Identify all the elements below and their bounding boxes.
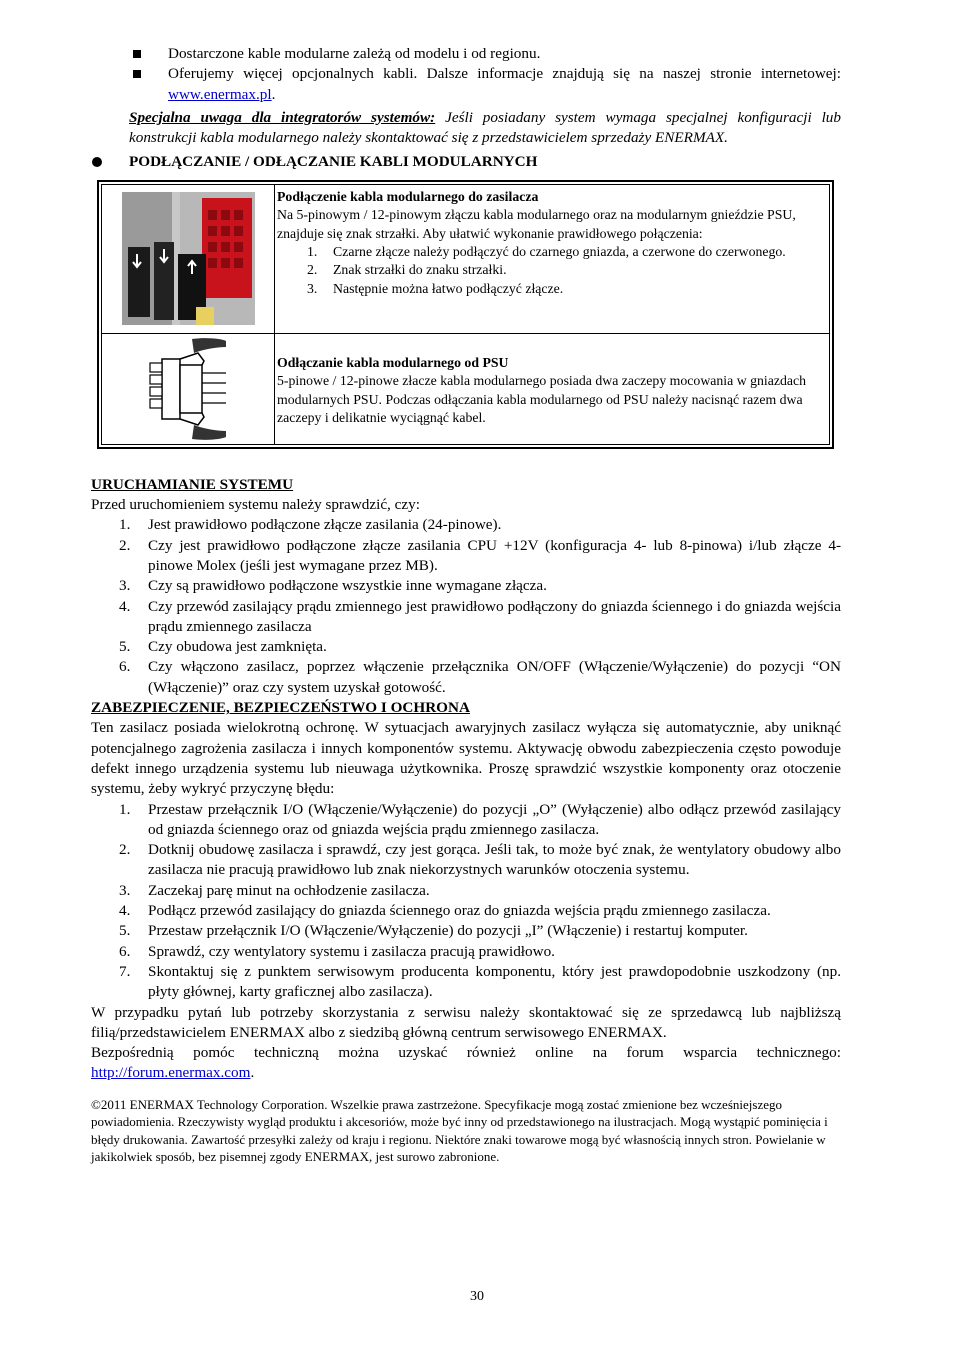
support-suffix: . (250, 1064, 255, 1082)
disconnect-text: 5-pinowe / 12-pinowe złacze kabla modularnego posiada dwa zaczepy mocowania w gniazdach modularnych PSU. Podczas odłączania kabla modularnego od PSU należy nacisnąć razem dwa zaczepy i delikatnie wyciągnąć kabel. (277, 373, 807, 425)
intro-bullet (91, 64, 841, 105)
integrator-note (129, 108, 841, 149)
list-item: 4. Czy przewód zasilający prądu zmiennego jest prawidłowo podłączony do gniazda ściennego i do gniazda wejścia prądu zmiennego zasilacza (119, 597, 841, 635)
list-item: 2. Znak strzałki do znaku strzałki. (307, 262, 507, 278)
list-item: 1. Przestaw przełącznik I/O (Włączenie/Wyłączenie) do pozycji „O” (Wyłączenie) albo odłącz przewód zasilający od gniazda ściennego oraz od gniazda wejścia prądu zmiennego zasilacza. (119, 800, 841, 838)
connect-heading-text: PODŁĄCZANIE / ODŁĄCZANIE KABLI MODULARNYCH (129, 153, 538, 171)
list-item: 7. Skontaktuj się z punktem serwisowym producenta komponentu, który jest prawdopodobnie uszkodzony (np. płyty głównej, karty graficznej albo zasilacza). (119, 962, 841, 1001)
intro-bullet-list (91, 44, 841, 105)
startup-checklist (91, 515, 841, 698)
list-item: 3. Czy są prawidłowo podłączone wszystkie inne wymagane złącza. (119, 577, 547, 595)
support-text: Bezpośrednią pomóc techniczną można uzyskać również online na forum wsparcia technicznego: (91, 1044, 841, 1062)
intro-bullet-text: Dostarczone kable modularne zależą od modelu i od regionu. (168, 45, 541, 62)
protection-outro: W przypadku pytań lub potrzeby skorzystania z serwisu należy skontaktować się ze sprzedawcą lub najbliższą filią/przedstawicielem ENERMAX albo z siedzibą główną centrum serwisowego ENERMAX. (91, 1003, 841, 1041)
page-number: 30 (470, 1289, 484, 1304)
startup-intro: Przed uruchomieniem systemu należy sprawdzić, czy: (91, 496, 420, 514)
protection-section-title: ZABEZPIECZENIE, BEZPIECZEŃSTWO I OCHRONA (91, 699, 470, 717)
copyright-footer: ©2011 ENERMAX Technology Corporation. Wszelkie prawa zastrzeżone. Specyfikacje mogą zostać zmienione bez wcześniejszego powiadomienia. Rzeczywisty wygląd produktu i akcesoriów, może być inny od przedstawionego na ilustracjach. Mogą wystąpić pominięcia i błędy drukowania. Zawartość przesyłki zależy od kraju i regionu. Niektóre znaki towarowe mogą być własnością innych stron. Powielanie w jakikolwiek sposób, bez pisemnej zgody ENERMAX, jest surowo zabronione. (91, 1096, 828, 1164)
intro-link-suffix: . (271, 85, 276, 103)
list-item: 3. Następnie można łatwo podłączyć złącze. (307, 280, 564, 296)
list-item: 5. Przestaw przełącznik I/O (Włączenie/Wyłączenie) do pozycji „I” (Włączenie) i restartuj komputer. (119, 922, 748, 940)
modular-cable-table (97, 180, 834, 449)
list-item: 3. Zaczekaj parę minut na ochłodzenie zasilacza. (119, 881, 430, 899)
connect-section-heading (91, 152, 841, 172)
square-bullet-icon (133, 70, 141, 78)
protection-intro: Ten zasilacz posiada wielokrotną ochronę. W sytuacjach awaryjnych zasilacz wyłącza się automatycznie, aby uniknąć potencjalnego zagrożenia zasilacza i innych komponentów systemu. Aktywację obwodu zabezpieczenia często powoduje defekt innego urządzenia systemu lub nieuwaga użytkownika. Proszę sprawdzić wszystkie komponenty oraz otoczenie systemu, żeby wykryć przyczynę błędu: (91, 719, 841, 798)
integrator-note-heading: Specjalna uwaga dla integratorów systemów: (129, 108, 436, 126)
protection-steps (91, 800, 841, 1003)
disconnect-diagram (102, 334, 275, 444)
list-item: 1. Jest prawidłowo podłączone złącze zasilania (24-pinowe). (119, 516, 502, 534)
table-row-disconnect (102, 333, 829, 444)
list-item: 2. Czy jest prawidłowo podłączone złącze zasilania CPU +12V (konfiguracja 4- lub 8-pinowa) i/lub złącze 4-pinowe Molex (jeśli jest wymagane przez MB). (119, 536, 841, 574)
connect-steps (277, 243, 827, 298)
integrator-note-text: Jeśli posiadany system wymaga specjalnej konfiguracji lub konstrukcji kabla modularnego należy skontaktować się z przedstawicielem sprzedaży ENERMAX. (129, 108, 841, 147)
connector-photo (102, 185, 275, 333)
connect-title: Podłączenie kabla modularnego do zasilacza (277, 188, 539, 204)
list-item: 1. Czarne złącze należy podłączyć do czarnego gniazda, a czerwone do czerwonego. (307, 244, 786, 259)
connect-text: Na 5-pinowym / 12-pinowym złączu kabla modularnego oraz na modularnym gnieździe PSU, znajduje się znak strzałki. Aby ułatwić wykonanie prawidłowego połączenia: (277, 207, 796, 241)
disconnect-instructions (275, 334, 829, 444)
list-item: 4. Podłącz przewód zasilający do gniazda ściennego oraz do gniazda wejścia prądu zmiennego zasilacza. (119, 902, 771, 920)
round-bullet-icon (92, 157, 102, 167)
support-paragraph (91, 1043, 841, 1084)
startup-section-title: URUCHAMIANIE SYSTEMU (91, 475, 294, 493)
table-row-connect (102, 185, 829, 333)
intro-bullet (91, 44, 841, 64)
disconnect-title: Odłączanie kabla modularnego od PSU (277, 354, 509, 370)
intro-bullet-text: Oferujemy więcej opcjonalnych kabli. Dalsze informacje znajdują się na naszej stronie internetowej: (168, 65, 841, 83)
list-item: 2. Dotknij obudowę zasilacza i sprawdź, czy jest gorąca. Jeśli tak, to może być znak, że wentylatory obudowy albo zasilacza nie pracują prawidłowo lub znak niekorzystnych warunków otoczenia systemu. (119, 841, 841, 879)
modular-connector-photo-icon (122, 192, 255, 325)
list-item: 6. Sprawdź, czy wentylatory systemu i zasilacza pracują prawidłowo. (119, 942, 555, 960)
forum-link[interactable]: http://forum.enermax.com (91, 1064, 251, 1082)
connect-instructions (275, 185, 829, 333)
enermax-website-link[interactable]: www.enermax.pl (168, 85, 272, 103)
latch-release-diagram-icon (148, 335, 228, 443)
square-bullet-icon (133, 50, 141, 58)
list-item: 6. Czy włączono zasilacz, poprzez włączenie przełącznika ON/OFF (Włączenie/Wyłączenie) do pozycji “ON (Włączenie)” oraz czy system uzyskał gotowość. (119, 658, 841, 696)
document-page (91, 44, 841, 1165)
list-item: 5. Czy obudowa jest zamknięta. (119, 638, 327, 656)
